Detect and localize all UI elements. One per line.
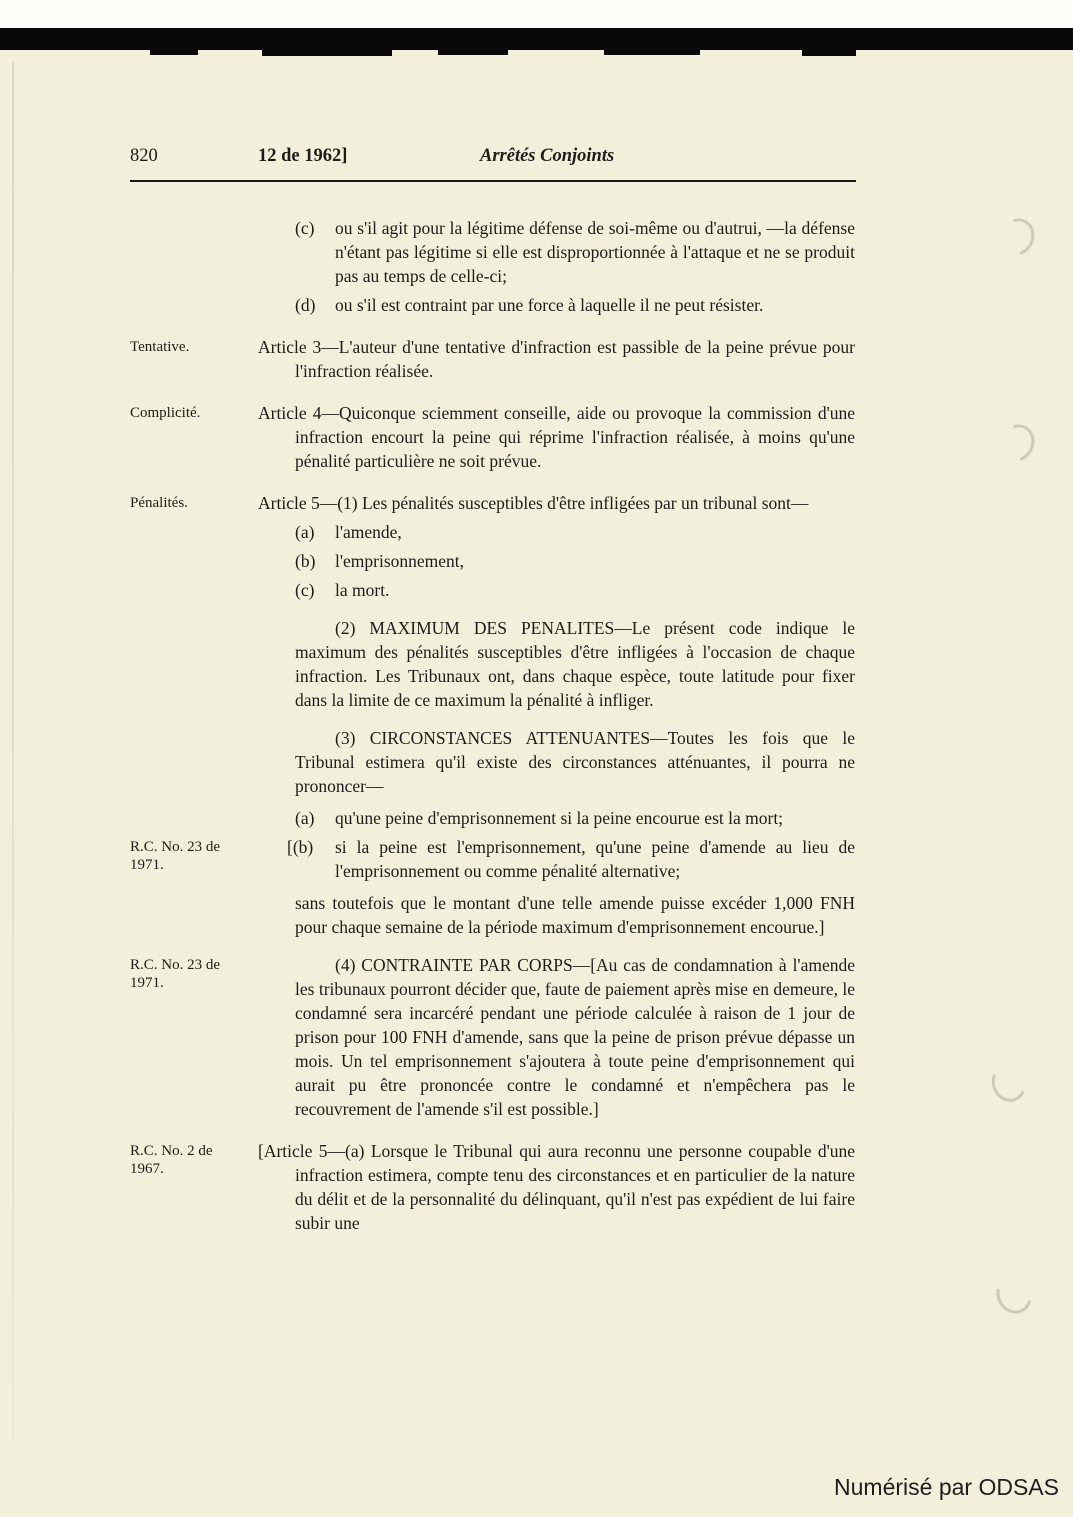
paragraph: (3) CIRCONSTANCES ATTENUANTES—Toutes les fois que le Tribunal estimera qu'il existe des circonstances atténuantes, il pourra ne prononcer— xyxy=(295,728,855,796)
page-fold-line xyxy=(12,62,14,1442)
content-row xyxy=(130,491,855,515)
punch-hole xyxy=(987,1059,1032,1106)
content-row xyxy=(130,335,855,383)
list-item-text: la mort. xyxy=(335,580,390,600)
punch-hole xyxy=(990,1270,1038,1320)
list-item xyxy=(287,835,855,883)
content-row xyxy=(130,1139,855,1235)
content-row xyxy=(258,891,855,939)
content-row xyxy=(258,216,855,288)
scan-artifact xyxy=(150,50,198,55)
content-row xyxy=(258,616,855,712)
header-rule xyxy=(130,180,856,182)
margin-note: R.C. No. 23 de 1971. xyxy=(130,957,220,991)
content-row xyxy=(258,578,855,602)
list-item-text: ou s'il agit pour la légitime défense de soi-même ou d'autrui, —la défense n'étant pas légitime si elle est disproportionnée à l'attaque et ne se produit pas au temps de celle-ci; xyxy=(335,218,855,286)
list-item-label: (a) xyxy=(295,522,315,542)
list-item-label: (d) xyxy=(295,295,316,315)
paragraph: [Article 5—(a) Lorsque le Tribunal qui aura reconnu une personne coupable d'une infraction estimera, compte tenu des circonstances et en particulier de la nature du délit et de la personnalité du délinquant, qu'il n'est pas expédient de lui faire subir une xyxy=(258,1141,855,1233)
list-item xyxy=(295,216,855,288)
list-item xyxy=(295,806,855,830)
content-row xyxy=(130,835,855,883)
paragraph: Article 5—(1) Les pénalités susceptibles d'être infligées par un tribunal sont— xyxy=(258,493,809,513)
paragraph: Article 3—L'auteur d'une tentative d'infraction est passible de la peine prévue pour l'infraction réalisée. xyxy=(258,337,855,381)
content-row xyxy=(130,401,855,473)
paragraph: (2) MAXIMUM DES PENALITES—Le présent code indique le maximum des pénalités susceptibles d'être infligées à l'occasion de chaque infraction. Les Tribunaux ont, dans chaque espèce, toute latitude pour fixer dans la limite de ce maximum la pénalité à infliger. xyxy=(295,618,855,710)
scan-artifact xyxy=(438,50,508,55)
margin-note: R.C. No. 23 de 1971. xyxy=(130,839,220,873)
scan-artifact xyxy=(262,50,392,56)
margin-note: Tentative. xyxy=(130,339,190,355)
punch-hole xyxy=(993,212,1041,262)
content-row xyxy=(258,549,855,573)
scan-top-margin xyxy=(0,0,1073,28)
scan-artifact xyxy=(802,50,856,56)
list-item xyxy=(295,578,855,602)
content-row xyxy=(258,726,855,798)
list-item-label: (c) xyxy=(295,218,315,238)
scan-artifact xyxy=(604,50,700,55)
content-row xyxy=(258,520,855,544)
margin-note: R.C. No. 2 de 1967. xyxy=(130,1143,213,1177)
list-item xyxy=(295,520,855,544)
document-body xyxy=(130,216,855,1235)
punch-hole xyxy=(993,418,1041,468)
list-item-label: (c) xyxy=(295,580,315,600)
scan-top-black-bar xyxy=(0,28,1073,50)
margin-note: Pénalités. xyxy=(130,495,188,511)
page-number: 820 xyxy=(130,146,158,166)
header-title: Arrêtés Conjoints xyxy=(480,146,615,166)
list-item-text: ou s'il est contraint par une force à laquelle il ne peut résister. xyxy=(335,295,764,315)
paragraph: sans toutefois que le montant d'une telle amende puisse excéder 1,000 FNH pour chaque semaine de la période maximum d'emprisonnement encourue.] xyxy=(295,893,855,937)
page-header xyxy=(130,146,856,190)
header-issue: 12 de 1962] xyxy=(258,146,348,166)
list-item-label: [(b) xyxy=(287,837,314,857)
content-row xyxy=(258,806,855,830)
list-item-text: l'amende, xyxy=(335,522,402,542)
list-item-label: (a) xyxy=(295,808,315,828)
list-item xyxy=(295,293,855,317)
paragraph: (4) CONTRAINTE PAR CORPS—[Au cas de condamnation à l'amende les tribunaux pourront décider que, faute de paiement après mise en demeure, le condamné sera incarcéré pendant une période calculée à raison de 1 jour de prison pour 100 FNH d'amende, sans que la peine de prison prévue dépasse un mois. Un tel emprisonnement s'ajoutera à toute peine d'emprisonnement qui aurait pu être prononcée contre le condamné et n'empêchera pas le recouvrement de l'amende s'il est possible.] xyxy=(295,955,855,1119)
paragraph: Article 4—Quiconque sciemment conseille, aide ou provoque la commission d'une infraction encourt la peine qui réprime l'infraction réalisée, à moins qu'une pénalité particulière ne soit prévue. xyxy=(258,403,855,471)
footer-watermark: Numérisé par ODSAS xyxy=(834,1474,1059,1500)
list-item-text: l'emprisonnement, xyxy=(335,551,465,571)
list-item xyxy=(295,549,855,573)
list-item-text: qu'une peine d'emprisonnement si la peine encourue est la mort; xyxy=(335,808,784,828)
list-item-label: (b) xyxy=(295,551,316,571)
content-row xyxy=(258,293,855,317)
margin-note: Complicité. xyxy=(130,405,201,421)
content-row xyxy=(130,953,855,1121)
list-item-text: si la peine est l'emprisonnement, qu'une peine d'amende au lieu de l'emprisonnement ou comme pénalité alternative; xyxy=(335,837,855,881)
